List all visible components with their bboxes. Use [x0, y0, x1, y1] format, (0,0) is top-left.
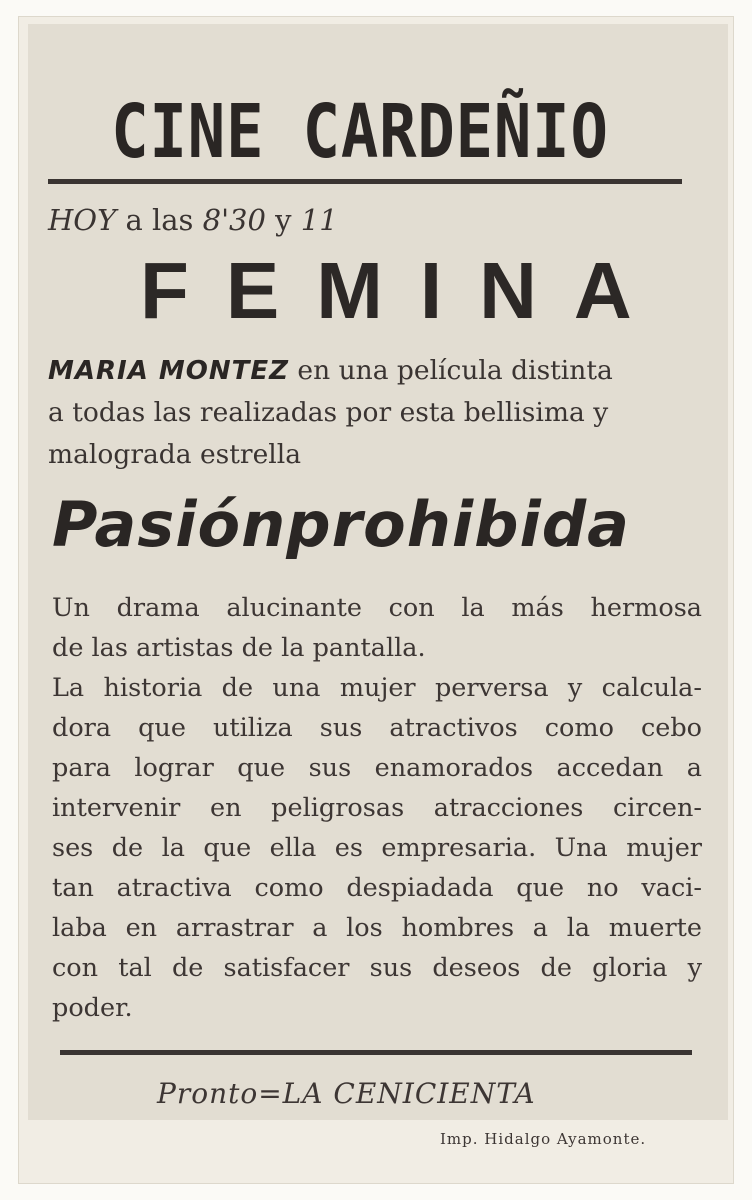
showtime-first: 8'30: [202, 203, 266, 237]
showtime-second: 11: [300, 203, 338, 237]
showtime: [48, 198, 338, 242]
description-line: malograda estrella: [48, 439, 302, 470]
synopsis-line: Un drama alucinante con la más hermosa: [52, 593, 702, 623]
synopsis-line: ses de la que ella es empresaria. Una mujer: [52, 833, 702, 863]
film-title: FEMINA: [140, 246, 669, 335]
synopsis-line: laba en arrastrar a los hombres a la muerte: [52, 913, 702, 943]
synopsis-line: de las artistas de la pantalla.: [52, 633, 426, 663]
coming-soon: Pronto=LA CENICIENTA: [157, 1077, 536, 1110]
showtime-day: HOY: [48, 203, 117, 237]
synopsis-line: para lograr que sus enamorados accedan a: [52, 753, 702, 783]
header-divider: [48, 179, 682, 184]
description-line: en una película distinta: [297, 355, 613, 386]
showtime-at: a las: [125, 203, 194, 237]
printer-imprint: Imp. Hidalgo Ayamonte.: [440, 1130, 647, 1148]
footer-divider: [60, 1050, 692, 1055]
description: [48, 350, 698, 476]
synopsis-line: intervenir en peligrosas atracciones circen-: [52, 793, 702, 823]
synopsis-line: dora que utiliza sus atractivos como cebo: [52, 713, 702, 743]
feature-title: Pasiónprohibida: [52, 488, 630, 561]
synopsis-line: tan atractiva como despiadada que no vaci-: [52, 873, 702, 903]
description-line: a todas las realizadas por esta bellisima y: [48, 397, 609, 428]
showtime-and: y: [275, 203, 292, 237]
synopsis: [52, 588, 702, 1028]
synopsis-line: con tal de satisfacer sus deseos de gloria y: [52, 953, 702, 983]
synopsis-line: poder.: [52, 993, 133, 1023]
synopsis-line: La historia de una mujer perversa y calcula-: [52, 673, 702, 703]
star-name: MARIA MONTEZ: [48, 356, 289, 386]
cinema-name: CINE CARDEÑIO: [111, 89, 609, 175]
